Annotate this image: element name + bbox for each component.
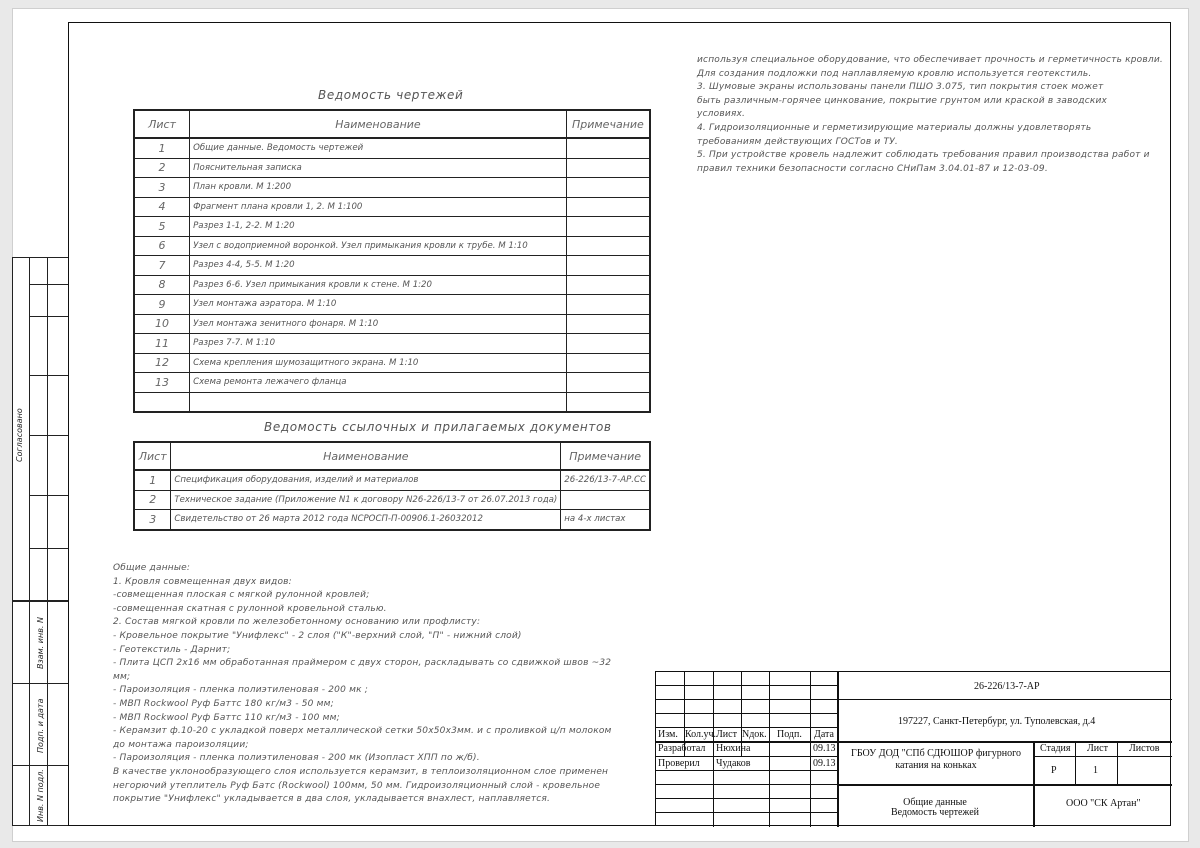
role-checker: Проверил [658,758,700,769]
drawings-list-title: Ведомость чертежей [318,88,464,102]
note-cell [566,334,650,354]
empty-cell [134,392,190,412]
name-cell: Узел монтажа аэратора. М 1:10 [190,295,567,315]
name-cell: Фрагмент плана кровли 1, 2. М 1:100 [190,197,567,217]
sheet-cell: 6 [134,236,190,256]
note-line: - МВП Rockwool Руф Баттс 110 кг/м3 - 100 мм; [113,712,340,723]
sheet-cell: 2 [134,158,190,178]
table-header-row [134,110,650,138]
table-row [134,178,650,198]
object-name: ГБОУ ДОД "СПб СДЮШОР фигурного катания на коньках [851,748,1021,771]
col-header-note: Примечание [561,442,650,470]
col-header-name: Наименование [171,442,561,470]
note-cell [566,275,650,295]
sheet-cell: 3 [134,510,171,530]
sheet-title-line-2: Ведомость чертежей [890,807,980,818]
note-line: быть различным-горячее цинкование, покрытие грунтом или краской в заводских [697,95,1108,106]
side-stamp [12,257,68,826]
note-line: - Керамзит ф.10-20 с укладкой поверх металлической сетки 50х50х3мм. и с проливкой ц/п молоком [113,726,612,737]
note-line: негорючий утеплитель Руф Батс (Rockwool) 100мм, 50 мм. Гидроизоляционный слой - кровельное [113,780,601,791]
col-header-name: Наименование [190,110,567,138]
note-cell [566,197,650,217]
sheet-cell: 8 [134,275,190,295]
name-cell: Разрез 1-1, 2-2. М 1:20 [190,217,567,237]
col-kol: Кол.уч. [685,729,717,740]
sheet-cell: 1 [134,470,171,490]
empty-cell [190,392,567,412]
stage-value: Р [1051,765,1057,776]
name-cell: Разрез 6-6. Узел примыкания кровли к стене. М 1:20 [190,275,567,295]
sheet-cell: 11 [134,334,190,354]
note-line: 5. При устройстве кровель надлежит соблюдать требования правил производства работ и [697,150,1150,161]
sheet-cell: 1 [134,138,190,158]
inv-orig-label: Инв. N подл. [36,769,45,822]
company-name: ООО "СК Артан" [1066,798,1141,809]
note-line: 1. Кровля совмещенная двух видов: [113,576,292,587]
table-row [134,373,650,393]
col-header-sheet: Лист [134,442,171,470]
note-cell [566,314,650,334]
stage-label: Стадия [1040,743,1071,754]
col-data: Дата [814,729,834,740]
col-list: Лист [716,729,737,740]
sign-date-label: Подп. и дата [36,698,45,753]
note-line: условиях. [697,109,746,120]
name-cell: План кровли. М 1:200 [190,178,567,198]
table-row [134,353,650,373]
note-line: мм; [113,671,131,682]
table-row [134,510,650,530]
note-line: - Пароизоляция - пленка полиэтиленовая - 200 мк (Изопласт ХПП по ж/б). [113,753,480,764]
role-developer: Разработал [658,743,706,754]
note-cell [566,158,650,178]
note-line: Для создания подложки под наплавляемую кровлю используется геотекстиль. [697,68,1092,79]
name-cell: Общие данные. Ведомость чертежей [190,138,567,158]
note-line: правил техники безопасности согласно СНиПам 3.04.01-87 и 12-03-09. [697,163,1048,174]
table-row [134,256,650,276]
sheet-cell: 4 [134,197,190,217]
sheet-title [837,798,1033,818]
table-row [134,158,650,178]
table-row [134,236,650,256]
sheet-value: 1 [1093,765,1098,776]
table-header-row [134,442,650,470]
table-row [134,334,650,354]
name-cell: Разрез 4-4, 5-5. М 1:20 [190,256,567,276]
note-cell [566,256,650,276]
note-line: используя специальное оборудование, что обеспечивает прочность и герметичность кровли. [697,55,1163,65]
sheet-cell: 7 [134,256,190,276]
name-cell: Схема крепления шумозащитного экрана. М 1:10 [190,353,567,373]
refs-table [133,441,651,531]
sheets-label: Листов [1129,743,1160,754]
table-row [134,490,650,510]
note-line: - Кровельное покрытие "Унифлекс" - 2 слоя ("К"-верхний слой, "П" - нижний слой) [113,630,522,641]
sheet-label: Лист [1087,743,1108,754]
table-row [134,275,650,295]
col-ndok: Nдок. [742,729,767,740]
agreed-label: Согласовано [15,408,24,462]
sheet-cell: 13 [134,373,190,393]
note-line: - Пароизоляция - пленка полиэтиленовая - 200 мк ; [113,685,369,696]
doc-code: 26-226/13-7-АР [974,681,1040,692]
empty-cell [566,392,650,412]
note-line: 2. Состав мягкой кровли по железобетонному основанию или профлисту: [113,617,481,628]
col-izm: Изм. [658,729,678,740]
note-line: покрытие "Унифлекс" укладывается в два слоя, укладывается внахлест, наплавляется. [113,794,551,805]
col-header-note: Примечание [566,110,650,138]
inv-replace-label: Взам. инв. N [36,617,45,669]
note-cell: на 4-х листах [561,510,650,530]
name-cell: Узел монтажа зенитного фонаря. М 1:10 [190,314,567,334]
table-row [134,138,650,158]
sheet-cell: 12 [134,353,190,373]
name-cell: Узел с водоприемной воронкой. Узел примыкания кровли к трубе. М 1:10 [190,236,567,256]
title-block [655,671,1171,826]
general-notes [113,562,643,807]
table-row [134,470,650,490]
note-cell [566,236,650,256]
note-line: 4. Гидроизоляционные и герметизирующие материалы должны удовлетворять [697,122,1092,133]
sheet-title-line-1: Общие данные [903,797,967,808]
name-cell: Техническое задание (Приложение N1 к договору N26-226/13-7 от 26.07.2013 года) [171,490,561,510]
sheet-cell: 3 [134,178,190,198]
note-line: требованиям действующих ГОСТов и ТУ. [697,136,898,147]
right-notes [697,54,1163,176]
table-row [134,197,650,217]
note-cell [566,178,650,198]
note-line: - МВП Rockwool Руф Баттс 180 кг/м3 - 50 мм; [113,698,334,709]
sheet-cell: 2 [134,490,171,510]
note-line: - Плита ЦСП 2х16 мм обработанная праймером с двух сторон, раскладывать со сдвижкой швов ~32 [113,658,612,669]
col-podp: Подп. [777,729,802,740]
sheet-cell: 5 [134,217,190,237]
note-cell [566,217,650,237]
note-line: В качестве уклонообразующего слоя используется керамзит, в теплоизоляционном слое применен [113,766,609,777]
note-cell [566,295,650,315]
drawings-table [133,109,651,413]
note-line: Общие данные: [113,563,191,573]
name-cell: Схема ремонта лежачего фланца [190,373,567,393]
note-cell [566,353,650,373]
address: 197227, Санкт-Петербург, ул. Туполевская, д.4 [898,716,1096,727]
note-line: -совмещенная плоская с мягкой рулонной кровлей; [113,590,370,601]
sheet-cell: 10 [134,314,190,334]
developer-date: 09.13 [813,743,836,754]
name-cell: Свидетельство от 26 марта 2012 года NСРОСП-П-00906.1-26032012 [171,510,561,530]
name-cell: Спецификация оборудования, изделий и материалов [171,470,561,490]
note-line: -совмещенная скатная с рулонной кровельной сталью. [113,603,387,614]
col-header-sheet: Лист [134,110,190,138]
table-row-empty [134,392,650,412]
checker-name: Чудаков [716,758,751,769]
note-cell [566,138,650,158]
checker-date: 09.13 [813,758,836,769]
table-row [134,217,650,237]
note-cell: 26-226/13-7-АР.СС [561,470,650,490]
note-line: - Геотекстиль - Дарнит; [113,644,231,655]
note-line: 3. Шумовые экраны использованы панели ПШО 3.075, тип покрытия стоек может [697,82,1104,93]
name-cell: Разрез 7-7. М 1:10 [190,334,567,354]
refs-list-title: Ведомость ссылочных и прилагаемых документов [264,420,612,434]
sheet-cell: 9 [134,295,190,315]
note-line: до монтажа пароизоляции; [113,739,249,750]
name-cell: Пояснительная записка [190,158,567,178]
note-cell [561,490,650,510]
table-row [134,314,650,334]
table-row [134,295,650,315]
note-cell [566,373,650,393]
developer-name: Нюхина [716,743,751,754]
